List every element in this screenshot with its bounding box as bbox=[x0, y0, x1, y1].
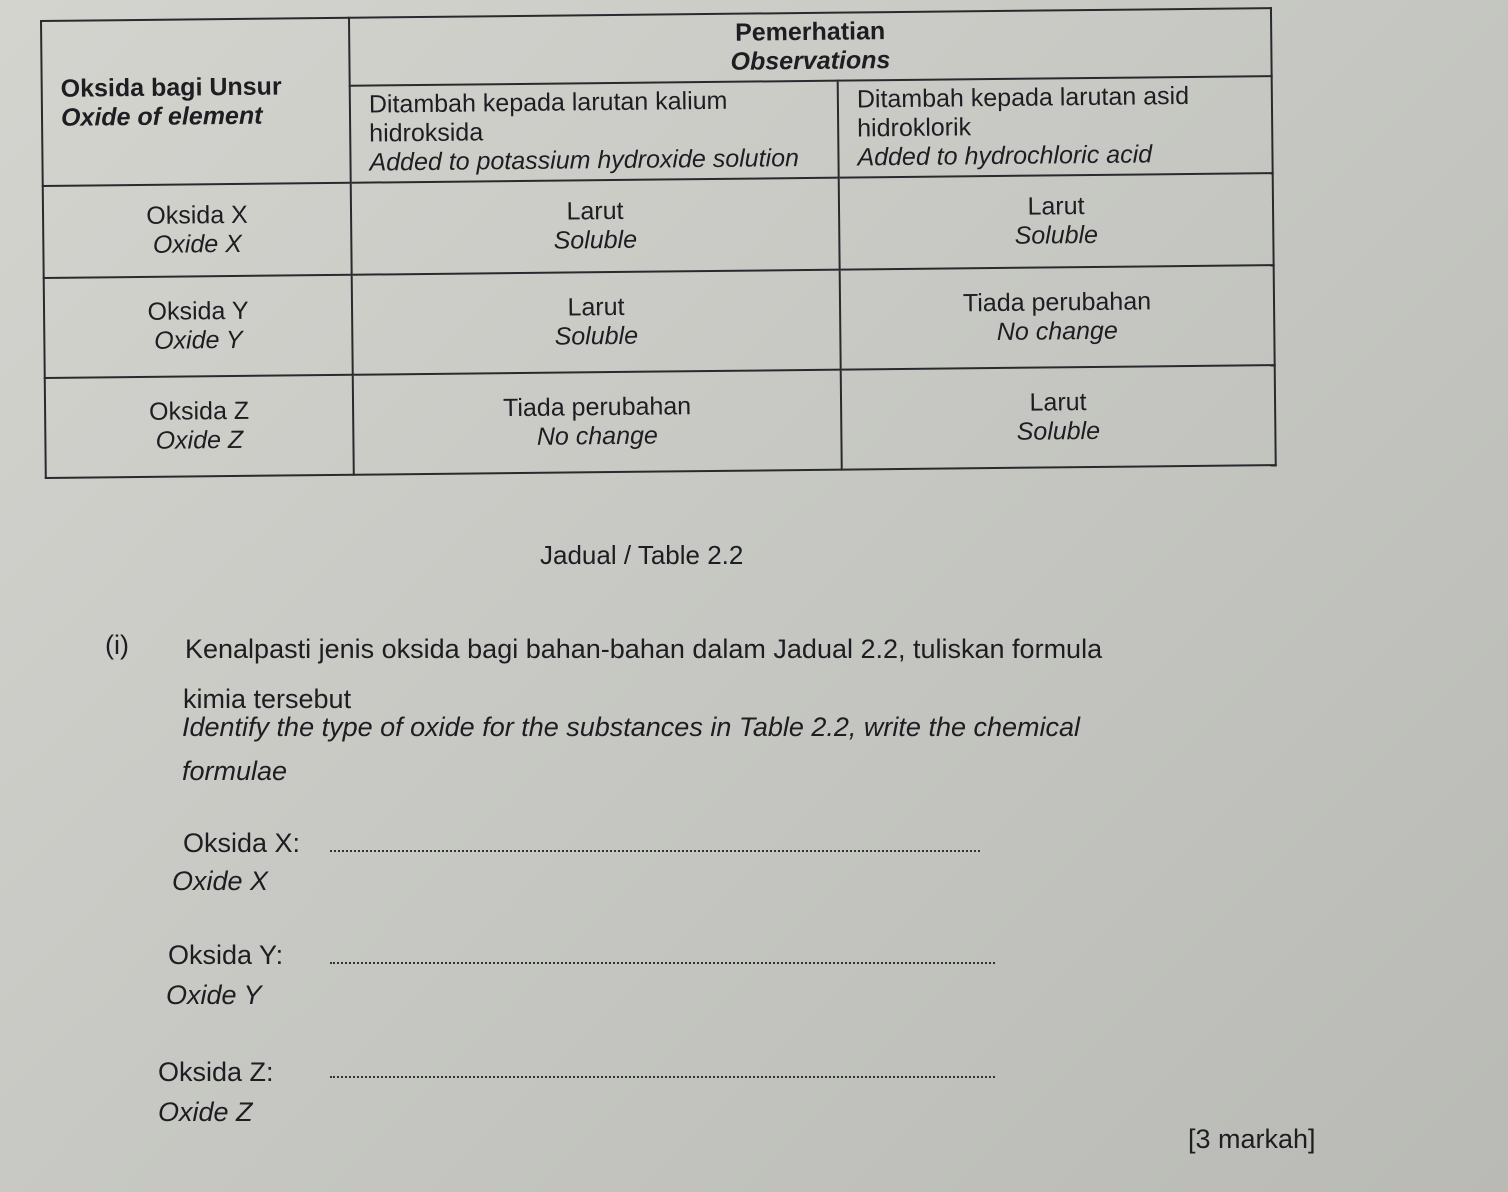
marks-label: [3 markah] bbox=[1188, 1124, 1316, 1154]
header-koh bbox=[350, 81, 839, 183]
row-oxide bbox=[45, 375, 354, 478]
hcl-en: No change bbox=[996, 316, 1118, 346]
koh-ms: Larut bbox=[567, 292, 625, 322]
hcl-en: Soluble bbox=[1014, 220, 1099, 250]
observations-table bbox=[40, 7, 1277, 479]
row-oxide bbox=[44, 275, 353, 378]
oxide-en: Oxide X bbox=[152, 229, 242, 259]
header-oxide bbox=[41, 18, 351, 186]
answer-label-z-en: Oxide Z bbox=[158, 1097, 253, 1127]
oxide-ms: Oksida Z bbox=[148, 396, 250, 426]
question-number: (i) bbox=[105, 630, 129, 660]
answer-label-y-ms: Oksida Y: bbox=[168, 940, 284, 970]
header-oxide-ms: Oksida bagi Unsur bbox=[60, 71, 282, 103]
row-hcl bbox=[841, 365, 1276, 470]
question-text-en-1: Identify the type of oxide for the substances in Table 2.2, write the chemical bbox=[182, 712, 1081, 742]
question-text-ms-1: Kenalpasti jenis oksida bagi bahan-bahan dalam Jadual 2.2, tuliskan formula bbox=[185, 634, 1103, 664]
header-group-ms: Pemerhatian bbox=[734, 17, 886, 47]
answer-label-x-en: Oxide X bbox=[172, 866, 269, 896]
header-koh-en: Added to potassium hydroxide solution bbox=[369, 144, 800, 177]
oxide-ms: Oksida X bbox=[146, 200, 248, 230]
row-oxide bbox=[43, 183, 352, 278]
row-koh bbox=[353, 370, 842, 475]
answer-label-y-en: Oxide Y bbox=[166, 980, 262, 1010]
oxide-en: Oxide Z bbox=[155, 425, 244, 455]
oxide-en: Oxide Y bbox=[153, 325, 243, 355]
header-koh-ms: Ditambah kepada larutan kalium hidroksida bbox=[368, 86, 728, 148]
answer-label-z-ms: Oksida Z: bbox=[158, 1057, 274, 1087]
row-hcl bbox=[839, 173, 1274, 270]
header-hcl-en: Added to hydrochloric acid bbox=[857, 140, 1153, 172]
hcl-en: Soluble bbox=[1016, 416, 1101, 446]
row-koh bbox=[351, 178, 840, 275]
table-caption: Jadual / Table 2.2 bbox=[540, 540, 744, 570]
koh-ms: Larut bbox=[566, 196, 624, 226]
koh-en: No change bbox=[536, 421, 659, 451]
header-hcl bbox=[838, 76, 1273, 178]
answer-line-y[interactable] bbox=[330, 962, 995, 964]
table-row bbox=[44, 265, 1275, 378]
table-row bbox=[43, 173, 1274, 278]
row-hcl bbox=[840, 265, 1275, 370]
row-koh bbox=[352, 270, 841, 375]
koh-en: Soluble bbox=[554, 321, 639, 351]
header-oxide-en: Oxide of element bbox=[60, 101, 263, 132]
header-hcl-ms: Ditambah kepada larutan asid hidroklorik bbox=[856, 81, 1190, 143]
header-observations bbox=[349, 8, 1272, 86]
answer-line-z[interactable] bbox=[330, 1076, 995, 1078]
hcl-ms: Larut bbox=[1029, 388, 1087, 417]
hcl-ms: Larut bbox=[1027, 192, 1085, 221]
koh-en: Soluble bbox=[553, 225, 638, 255]
oxide-ms: Oksida Y bbox=[147, 296, 249, 326]
table-row bbox=[45, 365, 1276, 478]
question-text-en-2: formulae bbox=[182, 756, 288, 786]
header-group-en: Observations bbox=[730, 46, 891, 76]
answer-line-x[interactable] bbox=[330, 850, 980, 852]
koh-ms: Tiada perubahan bbox=[502, 392, 692, 423]
question-text-ms-2: kimia tersebut bbox=[183, 684, 352, 714]
answer-label-x-ms: Oksida X: bbox=[183, 828, 301, 858]
hcl-ms: Tiada perubahan bbox=[962, 287, 1152, 318]
